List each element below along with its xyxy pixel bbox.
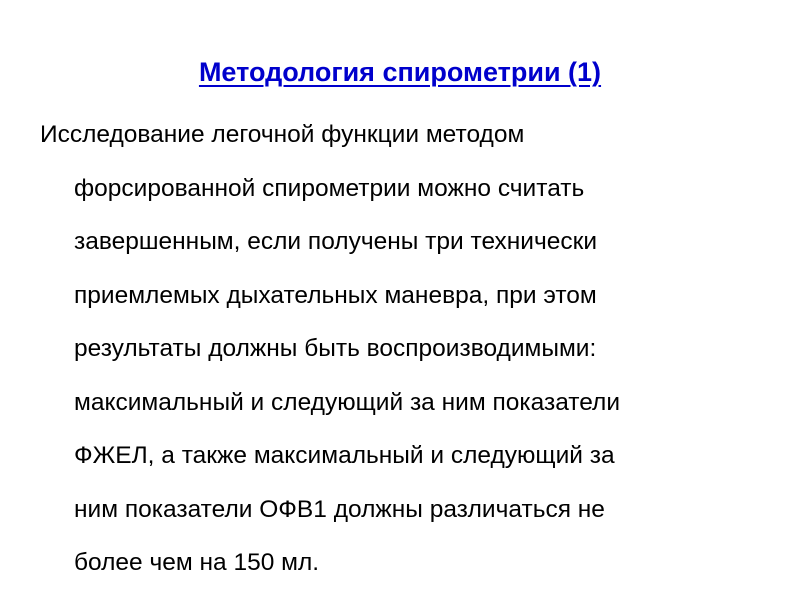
body-line-1: Исследование легочной функции методом	[40, 121, 525, 148]
body-line-8: ним показатели ОФВ1 должны различаться не	[74, 495, 605, 523]
body-line-5: результаты должны быть воспроизводимыми:	[74, 335, 597, 362]
body-line-4: приемлемых дыхательных маневра, при этом	[74, 281, 597, 309]
body-line-2: форсированной спирометрии можно считать	[74, 174, 585, 202]
body-paragraph	[40, 108, 780, 590]
body-line-9: более чем на 150 мл.	[74, 549, 320, 576]
body-line-3: завершенным, если получены три технически	[74, 228, 598, 255]
slide-title: Методология спирометрии (1)	[198, 57, 602, 87]
body-line-7: ФЖЕЛ, а также максимальный и следующий за	[74, 442, 615, 469]
body-line-6: максимальный и следующий за ним показатели	[74, 388, 621, 416]
